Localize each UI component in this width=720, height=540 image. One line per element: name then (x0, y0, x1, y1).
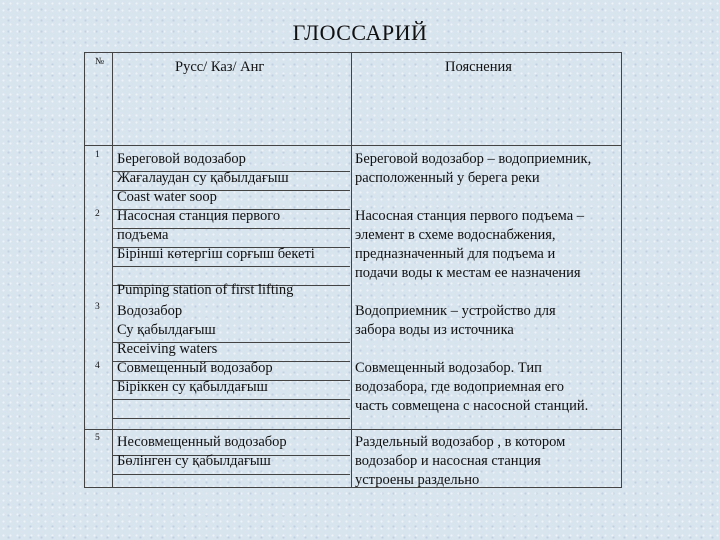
explanation-line: подачи воды к местам ее назначения (355, 265, 581, 281)
term-line: Жағалаудан су қабылдағыш (117, 170, 289, 186)
term-line: Coast water soop (117, 189, 217, 205)
explanation-line: Раздельный водозабор , в котором (355, 434, 566, 450)
explanation-line: водозабор и насосная станция (355, 453, 541, 469)
term-line: Біріккен су қабылдағыш (117, 379, 268, 395)
row-divider (113, 418, 350, 419)
row-divider (113, 474, 350, 475)
glossary-table (84, 52, 622, 488)
row-number: 5 (95, 433, 100, 443)
term-line: Несовмещенный водозабор (117, 434, 287, 450)
row-number: 4 (95, 361, 100, 371)
row-number: 2 (95, 209, 100, 219)
column-divider (351, 53, 352, 487)
row-divider (113, 266, 350, 267)
explanation-line: забора воды из источника (355, 322, 514, 338)
header-number: № (95, 57, 105, 67)
column-divider (112, 53, 113, 487)
header-divider (85, 145, 621, 146)
term-line: Pumping station of first lifting (117, 282, 294, 298)
explanation-line: водозабора, где водоприемная его (355, 379, 564, 395)
explanation-line: элемент в схеме водоснабжения, (355, 227, 556, 243)
term-line: Береговой водозабор (117, 151, 246, 167)
row-divider (85, 429, 621, 430)
explanation-line: часть совмещена с насосной станций. (355, 398, 589, 414)
explanation-line: устроены раздельно (355, 472, 480, 488)
term-line: Насосная станция первого (117, 208, 281, 224)
term-line: Бірінші көтергіш сорғыш бекеті (117, 246, 315, 262)
term-line: Receiving waters (117, 341, 218, 357)
explanation-line: Водоприемник – устройство для (355, 303, 556, 319)
explanation-line: Совмещенный водозабор. Тип (355, 360, 542, 376)
header-terms: Русс/ Каз/ Анг (175, 59, 265, 75)
explanation-line: предназначенный для подъема и (355, 246, 556, 262)
header-explanation: Пояснения (445, 59, 512, 75)
term-line: Бөлінген су қабылдағыш (117, 453, 271, 469)
explanation-line: Насосная станция первого подъема – (355, 208, 585, 224)
term-line: Совмещенный водозабор (117, 360, 273, 376)
term-line: Су қабылдағыш (117, 322, 216, 338)
term-line: подъема (117, 227, 169, 243)
row-divider (113, 399, 350, 400)
row-number: 1 (95, 150, 100, 160)
explanation-line: Береговой водозабор – водоприемник, (355, 151, 592, 167)
explanation-line: расположенный у берега реки (355, 170, 540, 186)
page-title: ГЛОССАРИЙ (292, 20, 428, 45)
row-number: 3 (95, 302, 100, 312)
term-line: Водозабор (117, 303, 183, 319)
